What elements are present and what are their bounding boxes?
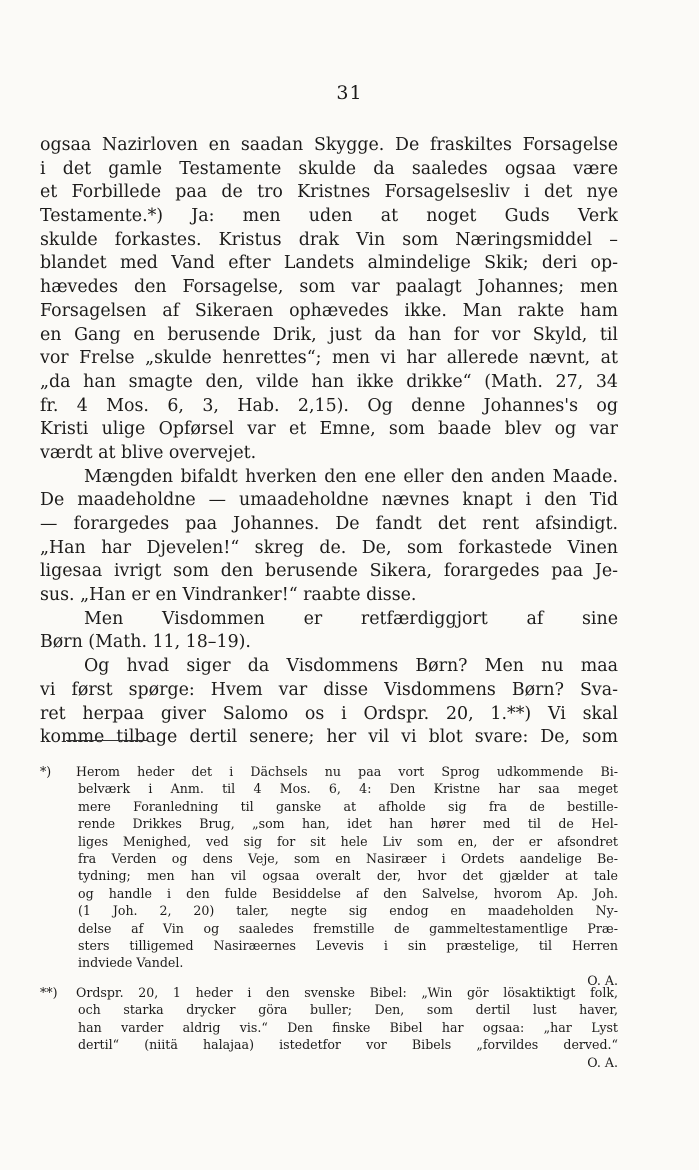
footnote-line: rende Drikkes Brug, „som han, idet han hører med til de Hel-: [78, 816, 618, 832]
text-line: blandet med Vand efter Landets almindelige Skik; deri op-: [40, 253, 618, 274]
text-line: Kristi ulige Opførsel var et Emne, som baade blev og var: [40, 419, 618, 440]
text-line: Forsagelsen af Sikeraen ophævedes ikke. Man rakte ham: [40, 300, 618, 321]
body-text: [40, 134, 618, 750]
text-line: værdt at blive overvejet.: [40, 442, 257, 463]
text-line: Testamente.*) Ja: men uden at noget Guds Verk: [40, 206, 618, 227]
footnote-line-text: Herom heder det i Dächsels nu paa vort Sprog udkommende Bi-: [76, 764, 618, 779]
footnote-2: [40, 984, 618, 1071]
footnote-line: [40, 763, 618, 780]
text-line: skulde forkastes. Kristus drak Vin som Næringsmiddel –: [40, 229, 618, 250]
text-line: hævedes den Forsagelse, som var paalagt Johannes; men: [40, 277, 618, 298]
page-number: 31: [336, 82, 363, 104]
text-line: Men Visdommen er retfærdiggjort af sine: [84, 608, 618, 629]
text-line: „da han smagte den, vilde han ikke drikke“ (Math. 27, 34: [40, 371, 618, 392]
text-line: et Forbillede paa de tro Kristnes Forsagelsesliv i det nye: [40, 182, 618, 203]
footnote-line: indviede Vandel.: [78, 955, 184, 971]
footnote-marker: **): [40, 985, 58, 1000]
footnote-signature: O. A.: [587, 1054, 618, 1070]
text-line: ogsaa Nazirloven en saadan Skygge. De fraskiltes Forsagelse: [40, 135, 618, 155]
footnote-line: [40, 984, 618, 1001]
text-line: en Gang en berusende Drik, just da han for vor Skyld, til: [40, 324, 618, 345]
text-line: fr. 4 Mos. 6, 3, Hab. 2,15). Og denne Johannes's og: [40, 395, 618, 416]
footnote-1: [40, 763, 618, 989]
text-line: Børn (Math. 11, 18–19).: [40, 632, 251, 653]
footnote-line: tydning; men han vil ogsaa overalt der, hvor det gjælder at tale: [78, 868, 618, 884]
text-line: ligesaa ivrigt som den berusende Sikera, forargedes paa Je-: [40, 561, 618, 582]
footnote-line: dertil“ (niitä halajaa) istedetfor vor Bibels „forvildes derved.“: [78, 1037, 618, 1053]
footnote-line: liges Menighed, ved sig for sit hele Liv som en, der er afsondret: [78, 833, 618, 849]
footnote-line: mere Foranledning til ganske at afholde sig fra de bestille-: [78, 798, 618, 814]
text-line: i det gamle Testamente skulde da saaledes ogsaa være: [40, 158, 618, 179]
footnote-marker: *): [40, 764, 52, 779]
footnote-line: fra Verden og dens Veje, som en Nasiræer i Ordets aandelige Be-: [78, 850, 618, 866]
text-line: Og hvad siger da Visdommens Børn? Men nu maa: [84, 656, 618, 677]
text-line: Mængden bifaldt hverken den ene eller den anden Maade.: [84, 466, 618, 487]
text-line: vi først spørge: Hvem var disse Visdommens Børn? Sva-: [40, 679, 618, 700]
footnote-line: han varder aldrig vis.“ Den finske Bibel har ogsaa: „har Lyst: [78, 1019, 618, 1035]
text-line: sus. „Han er en Vindranker!“ raabte disse.: [40, 585, 417, 606]
text-line: ret herpaa giver Salomo os i Ordspr. 20, 1.**) Vi skal: [40, 703, 618, 724]
text-line: komme tilbage dertil senere; her vil vi blot svare: De, som: [40, 727, 618, 748]
footnote-signature: O. A.: [587, 972, 618, 988]
footnote-line: och starka drycker göra buller; Den, som dertil lust haver,: [78, 1002, 618, 1018]
text-line: „Han har Djevelen!“ skreg de. De, som forkastede Vinen: [40, 537, 618, 558]
footnote-line: og handle i den fulde Besiddelse af den Salvelse, hvorom Ap. Joh.: [78, 885, 618, 901]
footnote-divider: [66, 740, 148, 741]
text-line: De maadeholdne — umaadeholdne nævnes knapt i den Tid: [40, 490, 618, 511]
footnote-line: delse af Vin og saaledes fremstille de gammeltestamentlige Præ-: [78, 920, 618, 936]
text-line: vor Frelse „skulde henrettes“; men vi har allerede nævnt, at: [40, 348, 618, 369]
footnote-line-text: Ordspr. 20, 1 heder i den svenske Bibel: „Win gör lösaktiktigt folk,: [76, 985, 618, 1000]
footnote-line: belværk i Anm. til 4 Mos. 6, 4: Den Kristne har saa meget: [78, 781, 618, 797]
footnote-line: (1 Joh. 2, 20) taler, negte sig endog en maadeholden Ny-: [78, 903, 618, 919]
footnote-line: sters tilligemed Nasiræernes Levevis i sin præstelige, til Herren: [78, 937, 618, 953]
text-line: — forargedes paa Johannes. De fandt det rent afsindigt.: [40, 514, 618, 534]
